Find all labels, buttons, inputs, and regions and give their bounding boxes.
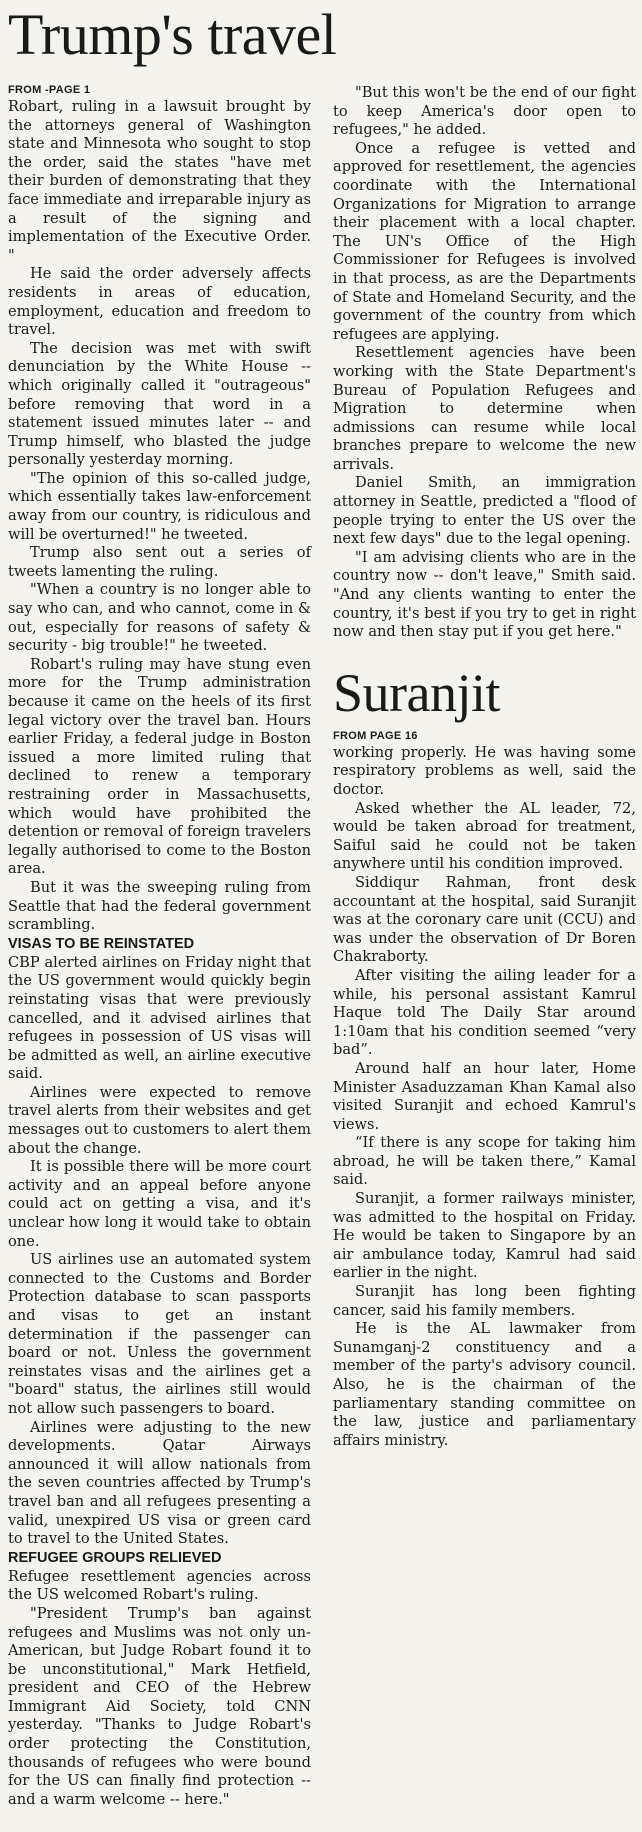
visas-subhead: VISAS TO BE REINSTATED xyxy=(8,935,195,952)
trump-paragraph-5: Trump also sent out a series of tweets lamenting the ruling. xyxy=(8,544,311,580)
refugee-paragraph-2: "President Trump's ban against refugees and Muslims was not only un-American, but Judge Robart found it to be unconstitutional," Mark Hetfield, president and CEO of the Hebrew Immigrant Aid Society, told CNN yesterday. "Thanks to Judge Robart's order protecting the Constitution, thousands of refugees who were bound for the US can finally find protection -- and a warm welcome -- here." xyxy=(8,1604,311,1808)
suranjit-paragraph-9: He is the AL lawmaker from Sunamganj-2 constituency and a member of the party's advisory council. Also, he is the chairman of the parliamentary standing committee on the law, justice and parliamentary affairs ministry. xyxy=(333,1320,636,1449)
refugee-subhead: REFUGEE GROUPS RELIEVED xyxy=(8,1549,222,1566)
refugee-paragraph-4: Once a refugee is vetted and approved for resettlement, the agencies coordinate with the International Organizations for Migration to arrange their placement with a local chapter. The UN's Office of the High Commissioner for Refugees is involved in that process, as are the Departments of State and Homeland Security, and the government of the country from which refugees are applying. xyxy=(333,139,636,343)
trump-paragraph-1: Robart, ruling in a lawsuit brought by the attorneys general of Washington state and Minnesota who sought to stop the order, said the states "have met their burden of demonstrating that they face immediate and irreparable injury as a result of the signing and implementation of the Executive Order. " xyxy=(8,98,311,264)
suranjit-paragraph-7: Suranjit, a former railways minister, was admitted to the hospital on Friday. He would be taken to Singapore by an air ambulance today, Kamrul had said earlier in the night. xyxy=(333,1190,636,1282)
right-column xyxy=(333,84,636,1832)
visas-paragraph-1: CBP alerted airlines on Friday night that the US government would quickly begin reinstating visas that were previously cancelled, and it advised airlines that refugees in possession of US visas will be admitted as well, an airline executive said. xyxy=(8,953,311,1083)
refugee-paragraph-1: Refugee resettlement agencies across the US welcomed Robart's ruling. xyxy=(8,1567,311,1604)
refugee-paragraph-5: Resettlement agencies have been working with the State Department's Bureau of Population Refugees and Migration to determine when admissions can resume while local branches prepare to welcome the new arrivals. xyxy=(333,344,636,473)
suranjit-paragraph-4: After visiting the ailing leader for a while, his personal assistant Kamrul Haque told The Daily Star around 1:10am that his condition seemed “very bad”. xyxy=(333,966,636,1059)
article-columns xyxy=(8,84,636,1832)
suranjit-paragraph-2: Asked whether the AL leader, 72, would be taken abroad for treatment, Saiful said he could not be taken anywhere until his condition improved. xyxy=(333,799,636,873)
trump-headline: Trump's travel xyxy=(8,2,337,67)
suranjit-paragraph-8: Suranjit has long been fighting cancer, said his family members. xyxy=(333,1283,636,1319)
trump-paragraph-4: "The opinion of this so-called judge, which essentially takes law-enforcement away from our country, is ridiculous and will be overturned!" he tweeted. xyxy=(8,469,311,543)
visas-paragraph-3: It is possible there will be more court activity and an appeal before anyone could act on getting a visa, and it's unclear how long it would take to obtain one. xyxy=(8,1158,311,1250)
suranjit-paragraph-1: working properly. He was having some respiratory problems as well, said the doctor. xyxy=(333,743,636,798)
trump-paragraph-8: But it was the sweeping ruling from Seattle that had the federal government scrambling. xyxy=(8,878,311,934)
trump-paragraph-7: Robart's ruling may have stung even more for the Trump administration because it came on the heels of its first legal victory over the travel ban. Hours earlier Friday, a federal judge in Boston issued a more limited ruling that declined to renew a temporary restraining order in Massachusetts, which would have prohibited the detention or removal of foreign travelers legally authorised to come to the Boston area. xyxy=(8,655,311,878)
suranjit-paragraph-5: Around half an hour later, Home Minister Asaduzzaman Khan Kamal also visited Suranjit and echoed Kamrul's views. xyxy=(333,1059,636,1133)
refugee-paragraph-7: "I am advising clients who are in the country now -- don't leave," Smith said. "And any clients wanting to enter the country, it's best if you try to get in right now and then stay put if you get here." xyxy=(333,548,636,641)
visas-paragraph-4: US airlines use an automated system connected to the Customs and Border Protection database to scan passports and visas to get an instant determination if the passenger can board or not. Unless the government reinstates visas and the airlines get a "board" status, the airlines still would not allow such passengers to board. xyxy=(8,1251,311,1417)
refugee-paragraph-6: Daniel Smith, an immigration attorney in Seattle, predicted a "flood of people trying to enter the US over the next few days" due to the legal opening. xyxy=(333,474,636,548)
suranjit-headline: Suranjit xyxy=(333,662,500,723)
trump-kicker: FROM -PAGE 1 xyxy=(8,84,91,96)
trump-paragraph-2: He said the order adversely affects residents in areas of education, employment, education and freedom to travel. xyxy=(8,265,311,339)
trump-paragraph-3: The decision was met with swift denunciation by the White House -- which originally called it "outrageous" before removing that word in a statement issued minutes later -- and Trump himself, who blasted the judge personally yesterday morning. xyxy=(8,339,311,469)
suranjit-kicker: FROM PAGE 16 xyxy=(333,729,418,742)
suranjit-paragraph-3: Siddiqur Rahman, front desk accountant at the hospital, said Suranjit was at the coronary care unit (CCU) and was under the observation of Dr Boren Chakraborty. xyxy=(333,873,636,966)
left-column xyxy=(8,84,311,1832)
visas-paragraph-2: Airlines were expected to remove travel alerts from their websites and get messages out to customers to alert them about the change. xyxy=(8,1083,311,1157)
trump-paragraph-6: "When a country is no longer able to say who can, and who cannot, come in & out, especially for reasons of safety & security - big trouble!" he tweeted. xyxy=(8,581,311,655)
suranjit-paragraph-6: “If there is any scope for taking him abroad, he will be taken there,” Kamal said. xyxy=(333,1134,636,1189)
refugee-paragraph-3: "But this won't be the end of our fight to keep America's door open to refugees," he added. xyxy=(333,84,636,139)
visas-paragraph-5: Airlines were adjusting to the new developments. Qatar Airways announced it will allow nationals from the seven countries affected by Trump's travel ban and all refugees presenting a valid, unexpired US visa or green card to travel to the United States. xyxy=(8,1418,311,1548)
